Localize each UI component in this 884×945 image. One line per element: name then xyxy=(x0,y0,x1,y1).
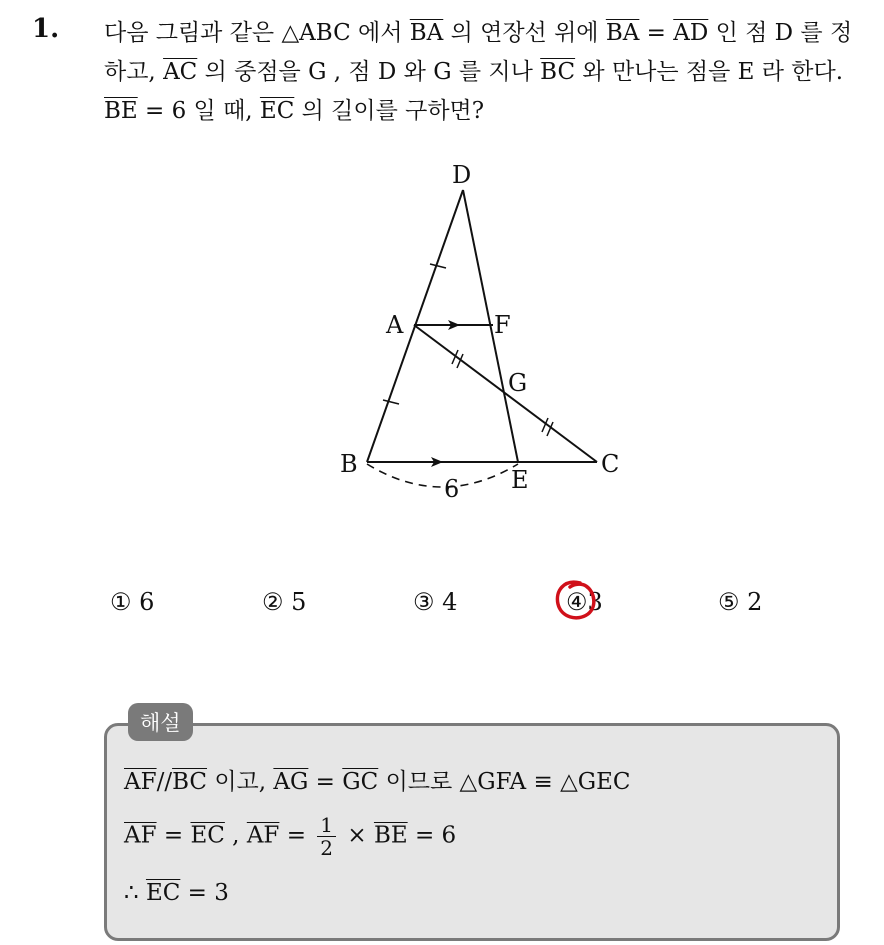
choice-5[interactable] xyxy=(718,588,762,616)
exp-text: = xyxy=(279,822,314,849)
choice-3-mark: ③ xyxy=(413,588,435,616)
fraction-numerator: 1 xyxy=(317,814,336,837)
choice-1[interactable] xyxy=(110,588,154,616)
question-number: 1. xyxy=(32,14,60,44)
segment-af: $\overline{AF}$ xyxy=(124,822,157,849)
segment-gc: $\overline{GC}$ xyxy=(342,769,379,795)
exp-text: = 3 xyxy=(180,880,229,906)
label-e: E xyxy=(511,466,529,494)
choice-1-mark: ① xyxy=(110,588,132,616)
segment-bc: $\overline{BC}$ xyxy=(540,59,576,85)
q-part: 의 연장선 위에 xyxy=(443,20,606,46)
exp-text: , xyxy=(224,822,247,849)
choice-4-mark: ④ xyxy=(566,588,588,616)
choice-3[interactable] xyxy=(413,588,457,616)
answer-circle-icon xyxy=(550,577,602,625)
fraction-half xyxy=(317,814,336,859)
segment-be: $\overline{BE}$ xyxy=(104,98,138,124)
segment-ba: $\overline{BA}$ xyxy=(605,20,640,46)
q-part: 의 길이를 구하면? xyxy=(294,98,485,124)
exp-text: = xyxy=(308,769,343,795)
q-part: = xyxy=(639,20,674,46)
segment-af: $\overline{AF}$ xyxy=(124,769,157,795)
dashed-arc-be xyxy=(367,464,518,487)
label-d: D xyxy=(452,161,472,189)
label-g: G xyxy=(508,369,528,397)
choice-2-value: 5 xyxy=(291,588,307,616)
tick-ad xyxy=(430,264,446,268)
q-part: 와 만나는 점을 E 라 한다. xyxy=(575,59,844,85)
explanation-tag: 해설 xyxy=(128,703,193,741)
exp-text: = xyxy=(156,822,191,849)
label-f: F xyxy=(494,311,511,339)
exp-text: = 6 xyxy=(407,822,457,849)
segment-ba: $\overline{BA}$ xyxy=(409,20,444,46)
q-part: 다음 그림과 같은 △ABC 에서 xyxy=(104,20,410,46)
fraction-denominator: 2 xyxy=(320,836,334,860)
exp-text: × xyxy=(340,822,374,849)
segment-be: $\overline{BE}$ xyxy=(373,822,408,849)
q-part: 인 점 D 를 정하고, xyxy=(104,20,853,85)
choice-2-mark: ② xyxy=(262,588,284,616)
choice-4-value: 3 xyxy=(587,588,603,616)
segment-ag: $\overline{AG}$ xyxy=(273,769,309,795)
label-b: B xyxy=(340,450,358,478)
segment-ec: $\overline{EC}$ xyxy=(259,98,295,124)
segment-ec: $\overline{EC}$ xyxy=(145,880,181,906)
q-part: = 6 일 때, xyxy=(137,98,260,124)
segment-ac: $\overline{AC}$ xyxy=(163,59,198,85)
segment-ac xyxy=(414,325,597,462)
label-length-be: 6 xyxy=(444,475,460,503)
therefore-symbol: ∴ xyxy=(124,880,146,906)
label-a: A xyxy=(386,311,404,339)
segment-ad: $\overline{AD}$ xyxy=(673,20,709,46)
tick-ab xyxy=(383,400,399,404)
explanation-line-1 xyxy=(124,763,631,796)
explanation-line-2 xyxy=(124,814,456,859)
label-c: C xyxy=(601,450,620,478)
explanation-line-3 xyxy=(124,880,229,906)
q-part: 의 중점을 G , 점 D 와 G 를 지나 xyxy=(197,59,541,85)
choice-1-value: 6 xyxy=(139,588,155,616)
exp-text: 이고, xyxy=(207,769,274,795)
segment-bc: $\overline{BC}$ xyxy=(172,769,208,795)
choice-3-value: 4 xyxy=(442,588,458,616)
exp-text: // xyxy=(156,769,173,795)
choice-2[interactable] xyxy=(262,588,306,616)
exp-text: 이므로 △GFA ≡ △GEC xyxy=(378,769,631,795)
choice-5-value: 2 xyxy=(747,588,763,616)
segment-af: $\overline{AF}$ xyxy=(246,822,280,849)
choice-5-mark: ⑤ xyxy=(718,588,740,616)
segment-ec: $\overline{EC}$ xyxy=(190,822,225,849)
